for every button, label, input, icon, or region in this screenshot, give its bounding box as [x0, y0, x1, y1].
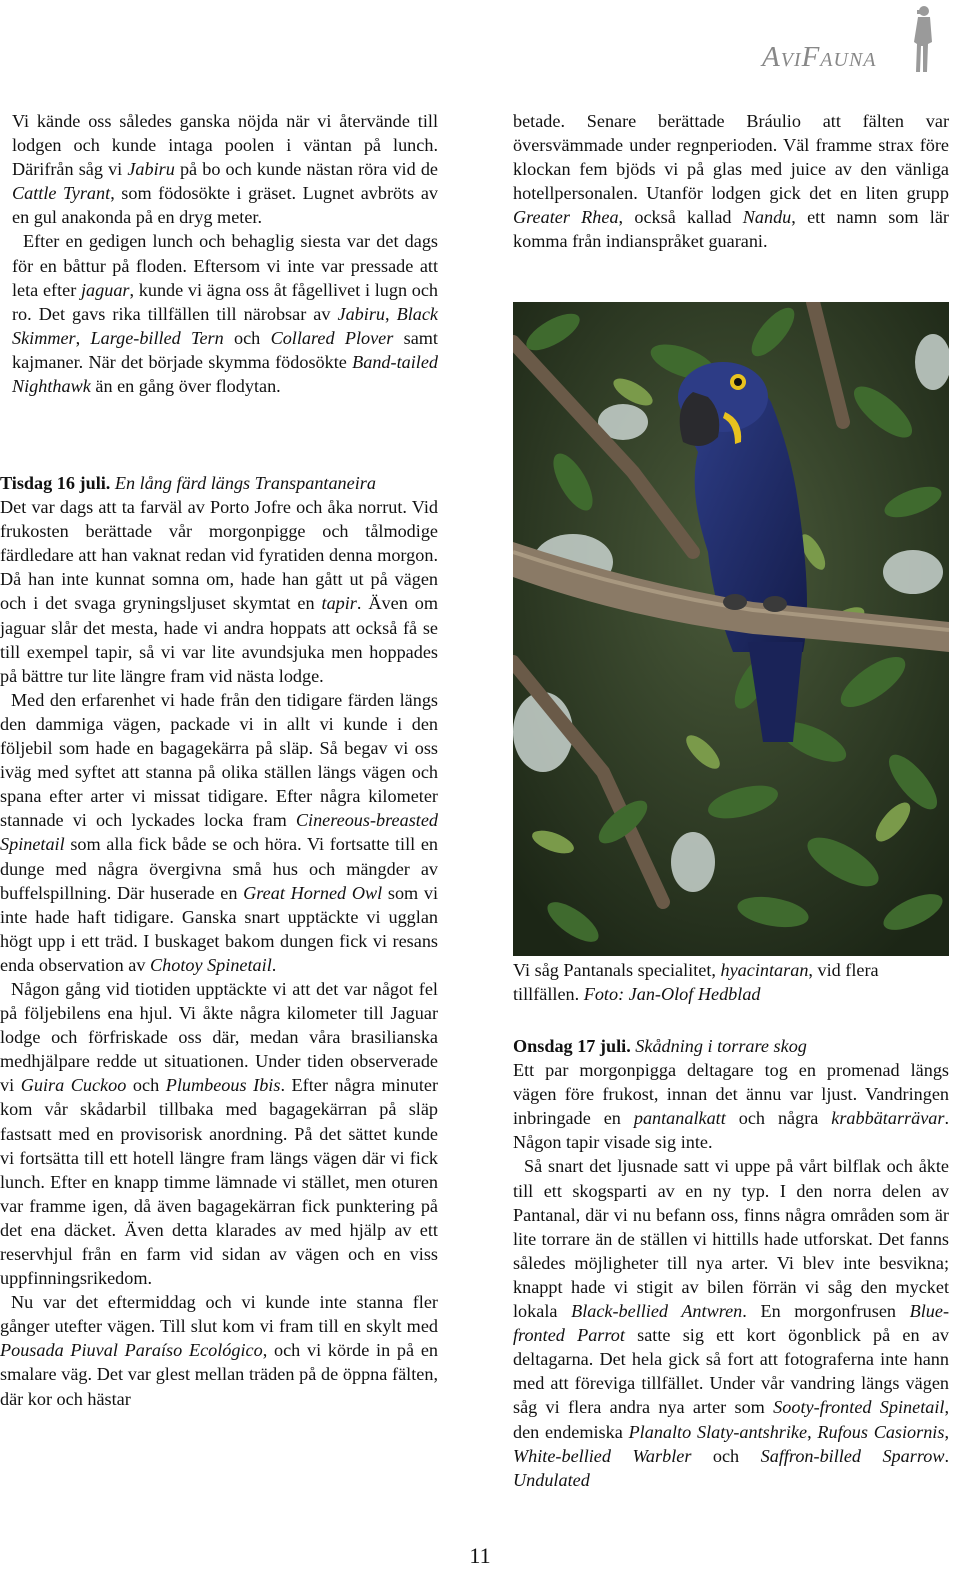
text-run: än en gång över flodytan.	[90, 376, 281, 397]
text-run: satte sig ett kort ögonblick på en av deltagarna. Det hela gick så fort att fotograferna inte hann med att föreviga tillfället. Under vår vandring längs vägen såg vi flera andra nya arter som	[513, 1325, 949, 1418]
text-run: .	[271, 954, 277, 975]
paragraph	[0, 495, 438, 688]
italic-text: Greater Rhea	[513, 207, 619, 228]
logo-wordmark: AviFauna	[762, 41, 877, 73]
section-heading-wednesday	[513, 1034, 949, 1058]
text-run: . Någon tapir visade sig inte.	[513, 1108, 949, 1153]
text-run: ,	[385, 303, 397, 324]
italic-text: Jabiru	[337, 303, 385, 324]
italic-text: Large-billed Tern	[90, 327, 224, 348]
text-run: ,	[807, 1421, 818, 1442]
italic-text: Collared Plover	[270, 327, 394, 348]
paragraph	[513, 1154, 949, 1491]
text-run: och	[691, 1445, 761, 1466]
italic-text: jaguar	[80, 279, 130, 300]
italic-text: hyacintaran	[720, 960, 809, 980]
macaw-illustration	[513, 302, 949, 956]
paragraph	[12, 229, 438, 398]
paragraph	[513, 109, 949, 254]
text-run: .	[944, 1445, 949, 1466]
text-run: Efter en gedigen lunch och behaglig siesta var det dags för en båttur på floden. Eftersom vi inte var pressade att leta efter	[12, 231, 438, 300]
text-run: . Även om jaguar slår det mesta, hade vi andra hoppats att också få se till exempel tapir, så vi var lite avundsjuka men hoppades på bättre tur lite längre fram vid nästa lodge.	[0, 593, 438, 686]
italic-text: Black-bellied Antwren	[571, 1301, 743, 1322]
text-run: betade. Senare berättade Bráulio att fälten var översvämmade under regnperioden. Väl framme strax före klockan fem bjöds vi på glas med juice av den vänliga hotellpersonalen. Utanför lodgen gick det en liten grupp	[513, 111, 949, 204]
paragraph	[0, 688, 438, 977]
text-run: . Efter några minuter kom vår skådarbil tillbaka med bagagekärran på släp fastsatt med en provisorisk anordning. På det sättet kunde vi fortsätta till ett hotell längre fram längs vägen där vi fick lunch. Efter en knapp timme lämnade vi stället, men oturen var framme igen, då även bagagekärran fick punktering på det ena däcket. Även detta klarades av med hjälp av ett reservhjul från en farm vid sidan av vägen och en viss uppfinningsrikedom.	[0, 1075, 439, 1289]
italic-text: Undulated	[513, 1469, 590, 1490]
italic-text: Rufous Casiornis	[817, 1421, 945, 1442]
text-run: som vi inte hade haft tidigare. Ganska snart upptäckte vi ugglan högt upp i ett träd. I buskaget bakom dungen fick vi resans enda observation av	[0, 882, 439, 975]
avifauna-logo	[762, 4, 942, 76]
text-run: ,	[75, 327, 91, 348]
italic-text: pantanalkatt	[633, 1108, 726, 1129]
text-run: Så snart det ljusnade satt vi uppe på vårt bilflak och åkte till ett skogsparti av en ny typ. I den norra delen av Pantanal, där vi nu befann oss, finns några områden som är lite torrare än de ställen vi hittills hade utforskat. Det fanns således möjligheter till nya arter. Vi blev inte besvikna; knappt hade vi stigit av bilen förrän vi såg den mycket lokala	[513, 1156, 949, 1322]
paragraph	[0, 977, 438, 1290]
italic-text: Band-tailed Nighthawk	[12, 351, 438, 397]
italic-text: Cattle Tyrant	[12, 183, 111, 204]
italic-text: Jabiru	[127, 159, 175, 180]
text-run: Någon gång vid tiotiden upptäckte vi att det var något fel på följebilens ena hjul. Vi åkte några kilometer till Jaguar lodge och förfriskade oss där, medan våra brasilianska medhjälpare redde ut situationen. Under tiden observerade vi	[0, 978, 438, 1096]
text-run: Vi såg Pantanals specialitet,	[513, 960, 721, 980]
italic-text: krabbätarrävar	[831, 1108, 945, 1129]
photo-caption	[513, 958, 949, 1006]
text-run: , som födosökte i gräset. Lugnet avbröts av en gul anakonda på en dryg meter.	[12, 183, 438, 228]
italic-text: Cinereous-breasted Spinetail	[0, 810, 438, 855]
italic-text: tapir	[321, 593, 357, 614]
heading-date: Onsdag 17 juli.	[513, 1036, 631, 1056]
italic-text: Pousada Piuval Paraíso Ecológico	[0, 1340, 263, 1361]
text-run: , vid flera tillfällen.	[513, 960, 879, 1005]
italic-text: Great Horned Owl	[243, 882, 383, 903]
italic-text: Foto: Jan-Olof Hedblad	[583, 984, 761, 1005]
italic-text: Chotoy Spinetail	[150, 954, 272, 975]
text-run: , och vi körde in på en smalare väg. Det var glest mellan träden på de öppna fälten, där kor och hästar	[0, 1340, 439, 1409]
photo-hyacinth-macaw	[513, 302, 949, 956]
paragraph	[513, 1058, 949, 1154]
text-run: Vi kände oss således ganska nöjda när vi återvände till lodgen och kunde intaga poolen i väntan på lunch. Därifrån såg vi	[12, 111, 438, 180]
italic-text: White-bellied Warbler	[513, 1445, 692, 1466]
text-run: , också kallad	[618, 207, 743, 228]
italic-text: Sooty-fronted Spinetail	[773, 1397, 945, 1418]
text-run: . En morgonfrusen	[742, 1301, 910, 1322]
text-run: Med den erfarenhet vi hade från den tidigare färden längs den dammiga vägen, packade vi in allt vi kunde i den följebil som hade en bagagekärra på släp. Så begav vi oss iväg med syftet att stanna på olika ställen längs vägen och spana efter arter vi missat tidigare. Efter några kilometer stannade vi och lyckades locka fram	[0, 689, 438, 831]
text-run: , den endemiska	[513, 1397, 949, 1442]
page-number: 11	[469, 1543, 491, 1568]
italic-text: Black Skimmer	[12, 303, 438, 348]
paragraph	[12, 109, 438, 229]
right-column-top	[513, 109, 949, 254]
text-run: och	[126, 1075, 166, 1096]
text-run: som alla fick både se och höra. Vi fortsatte till en dunge med några övergivna små hus och mängder av buffelspillning. Där huserade en	[0, 834, 438, 903]
text-run: Det var dags att ta farväl av Porto Jofre och åka norrut. Vid frukosten berättade vår morgonpigge och tålmodige färdledare att han vaknat redan vid fyratiden denna morgon. Då han inte kunnat somna om, hade han gått ut på vägen och i det svaga gryningsljuset skymtat en	[0, 497, 438, 614]
text-run: på bo och kunde nästan röra vid de	[174, 159, 438, 180]
italic-text: Saffron-billed Sparrow	[760, 1445, 945, 1466]
left-column-top	[12, 109, 438, 398]
italic-text: Planalto Slaty-antshrike	[628, 1421, 808, 1442]
section-heading-tuesday	[0, 471, 438, 495]
heading-date: Tisdag 16 juli.	[0, 473, 111, 493]
birder-silhouette-icon	[908, 4, 938, 76]
text-run: Nu var det eftermiddag och vi kunde inte stanna fler gånger utefter vägen. Till slut kom vi fram till en skylt med	[0, 1292, 438, 1337]
paragraph	[0, 1290, 438, 1410]
text-run: och några	[725, 1108, 832, 1129]
text-run: samt kajmaner. När det började skymma födosökte	[12, 327, 438, 372]
italic-text: Plumbeous Ibis	[165, 1075, 281, 1096]
italic-text: Guira Cuckoo	[20, 1075, 127, 1096]
italic-text: Blue-fronted Parrot	[513, 1301, 949, 1346]
heading-title: En lång färd längs Transpantaneira	[114, 473, 376, 493]
heading-title: Skådning i torrare skog	[635, 1036, 807, 1056]
text-run: ,	[944, 1421, 949, 1442]
left-column-main	[0, 471, 438, 1411]
italic-text: Nandu	[742, 207, 792, 228]
text-run: och	[223, 327, 271, 348]
text-run: , kunde vi ägna oss åt fågellivet i lugn och ro. Det gavs rika tillfällen till närobsar av	[12, 279, 439, 324]
text-run: , ett namn som lär komma från indianspråket guarani.	[513, 207, 949, 252]
right-column-main	[513, 1034, 949, 1492]
text-run: Ett par morgonpigga deltagare tog en promenad längs vägen före frukost, innan det ännu var ljust. Vandringen inbringade en	[513, 1060, 949, 1129]
